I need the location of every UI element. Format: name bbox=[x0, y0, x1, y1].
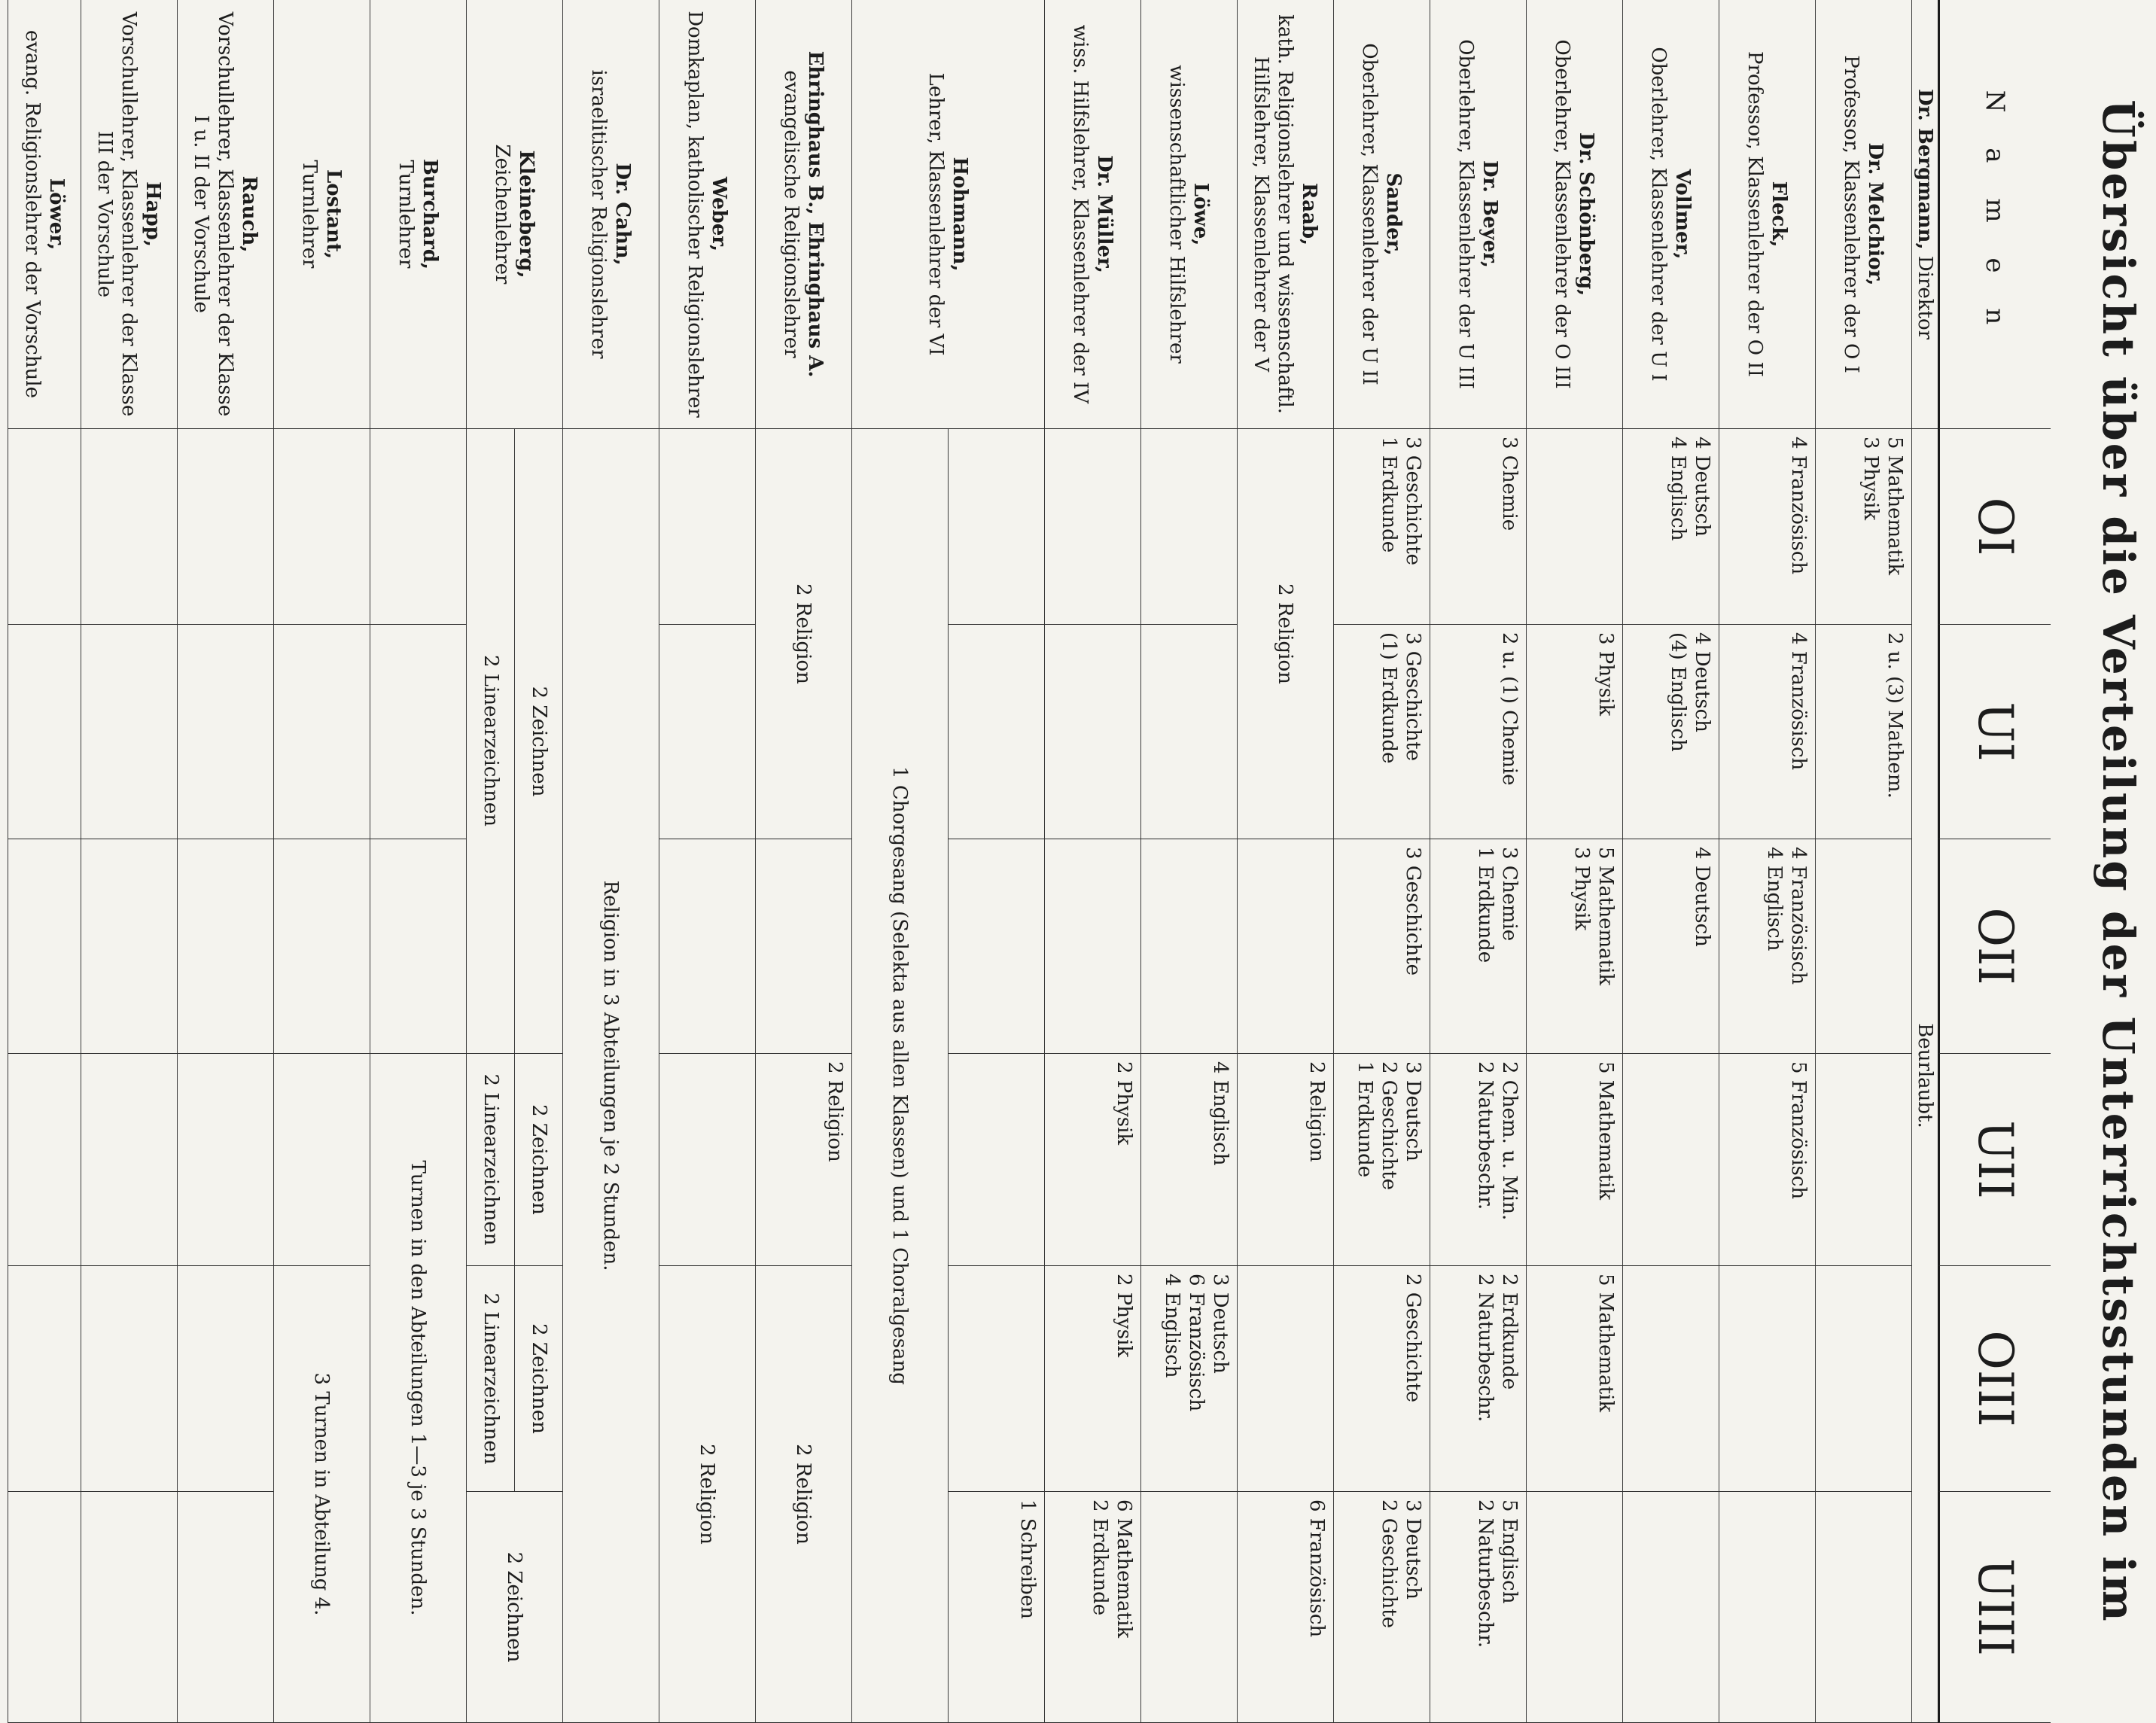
teacher-name: Dr. Schönberg, bbox=[1575, 132, 1598, 297]
teacher-name: Kleineberg, bbox=[515, 150, 538, 279]
empty-cell bbox=[1719, 1266, 1815, 1492]
empty-cell bbox=[273, 1054, 370, 1266]
empty-cell bbox=[1815, 1492, 1911, 1723]
empty-cell bbox=[81, 1492, 177, 1723]
teacher-name: Raab, bbox=[1298, 182, 1321, 246]
empty-cell bbox=[1044, 839, 1140, 1054]
teacher-name: Löwe, bbox=[1189, 182, 1213, 246]
teacher-desc: Direktor bbox=[1914, 255, 1936, 340]
lesson-cell: Religion in 3 Abteilungen je 2 Stunden. bbox=[562, 429, 659, 1723]
teacher-name: Sander, bbox=[1382, 172, 1405, 256]
lesson-cell: 2 Zeichnen bbox=[466, 1492, 562, 1723]
lesson-cell: 3 Physik bbox=[1526, 625, 1622, 839]
empty-cell bbox=[659, 839, 755, 1054]
lesson-cell: 2 Religion bbox=[755, 1266, 851, 1723]
teacher-name: Dr. Müller, bbox=[1093, 155, 1116, 273]
teacher-row bbox=[1622, 0, 1719, 429]
header-class-ui: UI bbox=[1938, 625, 2051, 839]
teacher-name: Hohmann, bbox=[949, 157, 972, 272]
teacher-row bbox=[1911, 0, 1938, 429]
teacher-name: Lostant, bbox=[322, 169, 346, 260]
empty-cell bbox=[370, 625, 466, 839]
empty-cell bbox=[1044, 429, 1140, 625]
lesson-cell: 2 Linearzeichnen bbox=[479, 1292, 502, 1465]
lesson-cell: 2 Religion bbox=[1237, 1054, 1333, 1266]
lesson-cell: 5 Mathematik bbox=[1526, 1266, 1622, 1492]
lesson-cell: 2 Zeichnen bbox=[515, 429, 563, 1054]
empty-cell bbox=[8, 1266, 81, 1492]
empty-cell bbox=[81, 625, 177, 839]
lesson-cell: 3 Geschichte bbox=[1333, 839, 1430, 1054]
teacher-row bbox=[1430, 0, 1526, 429]
lesson-cell: 1 Chorgesang (Selekta aus allen Klassen) und 1 Choralgesang bbox=[851, 429, 948, 1723]
empty-cell bbox=[1044, 625, 1140, 839]
lesson-cell: 2 Physik bbox=[1044, 1266, 1140, 1492]
lesson-cell: 3 Deutsch 2 Geschichte 1 Erdkunde bbox=[1333, 1054, 1430, 1266]
teacher-desc: evang. Religionslehrer der Vorschule bbox=[21, 29, 44, 399]
empty-cell bbox=[81, 429, 177, 625]
empty-cell bbox=[1140, 839, 1237, 1054]
teacher-desc: Oberlehrer, Klassenlehrer der U III bbox=[1454, 39, 1478, 389]
teacher-desc: Oberlehrer, Klassenlehrer der O III bbox=[1551, 39, 1574, 389]
empty-cell bbox=[1140, 625, 1237, 839]
teacher-row bbox=[659, 0, 755, 429]
document-title: Übersicht über die Verteilung der Unterrichtsstunden im bbox=[2093, 99, 2144, 1624]
empty-cell bbox=[177, 1492, 273, 1723]
teacher-row bbox=[562, 0, 659, 429]
lesson-cell: 5 Französisch bbox=[1719, 1054, 1815, 1266]
header-names: N a m e n bbox=[1938, 0, 2051, 429]
empty-cell bbox=[177, 625, 273, 839]
teacher-name: Dr. Cahn, bbox=[611, 163, 635, 266]
header-class-uiii: UIII bbox=[1938, 1492, 2051, 1723]
teacher-name: Vollmer, bbox=[1671, 169, 1695, 260]
teacher-name: Dr. Bergmann, bbox=[1914, 88, 1936, 250]
teacher-name: Happ, bbox=[142, 181, 165, 247]
lesson-cell: 2 Religion bbox=[659, 1266, 755, 1723]
teacher-desc: Oberlehrer, Klassenlehrer der U I bbox=[1647, 47, 1670, 382]
empty-cell bbox=[177, 1054, 273, 1266]
lesson-cell: 2 Religion bbox=[1237, 429, 1333, 839]
teacher-name: Fleck, bbox=[1768, 181, 1791, 248]
empty-cell bbox=[1815, 1054, 1911, 1266]
teacher-row bbox=[177, 0, 273, 429]
teacher-row bbox=[370, 0, 466, 429]
empty-cell bbox=[8, 839, 81, 1054]
empty-cell bbox=[8, 625, 81, 839]
lesson-cell: 2 Zeichnen bbox=[515, 1054, 563, 1265]
empty-cell bbox=[755, 839, 851, 1054]
empty-cell bbox=[8, 429, 81, 625]
teacher-row bbox=[1044, 0, 1140, 429]
teacher-row bbox=[81, 0, 177, 429]
lesson-cell: 2 Zeichnen bbox=[515, 1266, 563, 1491]
teacher-desc: israelitischer Religionslehrer bbox=[587, 69, 611, 359]
teacher-name: Burchard, bbox=[419, 158, 442, 270]
teacher-row bbox=[1719, 0, 1815, 429]
empty-cell bbox=[273, 429, 370, 625]
empty-cell bbox=[1719, 1492, 1815, 1723]
drawing-block bbox=[466, 429, 562, 1054]
lesson-cell: 4 Französisch bbox=[1719, 625, 1815, 839]
teacher-name: Dr. Beyer, bbox=[1478, 160, 1502, 268]
lesson-cell: 4 Deutsch bbox=[1622, 839, 1719, 1054]
lesson-cell: 2 Linearzeichnen bbox=[479, 1073, 502, 1246]
empty-cell bbox=[1622, 1054, 1719, 1266]
linear-drawing-subrow bbox=[467, 429, 515, 1054]
teacher-row bbox=[1333, 0, 1430, 429]
teacher-desc: Zeichenlehrer bbox=[491, 144, 514, 285]
lesson-cell: 4 Englisch bbox=[1140, 1054, 1237, 1266]
empty-cell bbox=[659, 1054, 755, 1266]
empty-cell bbox=[1622, 1492, 1719, 1723]
lesson-cell: 2 Religion bbox=[755, 1054, 851, 1266]
teacher-name: Rauch, bbox=[238, 175, 261, 253]
header-class-oiii: OIII bbox=[1938, 1266, 2051, 1492]
empty-cell bbox=[948, 429, 1044, 625]
lesson-cell: 3 Geschichte (1) Erdkunde bbox=[1333, 625, 1430, 839]
lesson-cell: 5 Mathematik 3 Physik bbox=[1526, 839, 1622, 1054]
lesson-cell: 4 Französisch bbox=[1719, 429, 1815, 625]
teacher-name: Weber, bbox=[708, 176, 731, 252]
teacher-desc: Vorschullehrer, Klassenlehrer der Klasse I u. II der Vorschule bbox=[190, 11, 237, 417]
lesson-cell: 3 Deutsch 2 Geschichte bbox=[1333, 1492, 1430, 1723]
empty-cell bbox=[177, 839, 273, 1054]
empty-cell bbox=[948, 839, 1044, 1054]
lesson-cell: 3 Deutsch 6 Französisch 4 Englisch bbox=[1140, 1266, 1237, 1492]
teacher-row bbox=[851, 0, 1044, 429]
teacher-desc: Professor, Klassenlehrer der O I bbox=[1840, 55, 1863, 373]
empty-cell bbox=[273, 839, 370, 1054]
header-class-oii: OII bbox=[1938, 839, 2051, 1054]
teacher-desc: Oberlehrer, Klassenlehrer der U II bbox=[1358, 43, 1381, 385]
lesson-cell: 2 Erdkunde 2 Naturbeschr. bbox=[1430, 1266, 1526, 1492]
drawing-block bbox=[466, 1054, 562, 1266]
lesson-cell: 5 Mathematik bbox=[1526, 1054, 1622, 1266]
header-class-oi: OI bbox=[1938, 429, 2051, 625]
lesson-cell: 6 Mathematik 2 Erdkunde bbox=[1044, 1492, 1140, 1723]
lesson-cell: 2 Linearzeichnen bbox=[479, 655, 502, 827]
teacher-desc: evangelische Religionslehrer bbox=[780, 70, 803, 358]
empty-cell bbox=[948, 1266, 1044, 1492]
lesson-cell: 3 Chemie bbox=[1430, 429, 1526, 625]
empty-cell bbox=[1815, 1266, 1911, 1492]
lesson-cell: 4 Deutsch (4) Englisch bbox=[1622, 625, 1719, 839]
empty-cell bbox=[8, 1054, 81, 1266]
lesson-cell: 4 Deutsch 4 Englisch bbox=[1622, 429, 1719, 625]
empty-cell bbox=[370, 839, 466, 1054]
lesson-cell: 3 Chemie 1 Erdkunde bbox=[1430, 839, 1526, 1054]
header-class-uii: UII bbox=[1938, 1054, 2051, 1266]
teacher-desc: wiss. Hilfslehrer, Klassenlehrer der IV bbox=[1069, 24, 1092, 404]
teacher-row bbox=[1140, 0, 1237, 429]
lesson-cell: 5 Mathematik 3 Physik bbox=[1815, 429, 1911, 625]
lesson-cell: Turnen in den Abteilungen 1—3 je 3 Stunden. bbox=[370, 1054, 466, 1723]
empty-cell bbox=[8, 1492, 81, 1723]
empty-cell bbox=[948, 1054, 1044, 1266]
teacher-name: Löwer, bbox=[45, 178, 68, 251]
teacher-desc: Turnlehrer bbox=[394, 160, 418, 269]
empty-cell bbox=[1815, 839, 1911, 1054]
lesson-cell: 2 Chem. u. Min. 2 Naturbeschr. bbox=[1430, 1054, 1526, 1266]
empty-cell bbox=[948, 625, 1044, 839]
teacher-row bbox=[8, 0, 81, 429]
lesson-cell: 2 u. (3) Mathem. bbox=[1815, 625, 1911, 839]
lesson-cell: 2 u. (1) Chemie bbox=[1430, 625, 1526, 839]
lesson-cell: 2 Religion bbox=[755, 429, 851, 839]
empty-cell bbox=[659, 429, 755, 625]
empty-cell bbox=[81, 1054, 177, 1266]
lesson-cell: 4 Französisch 4 Englisch bbox=[1719, 839, 1815, 1054]
on-leave-banner: Beurlaubt. bbox=[1911, 429, 1938, 1723]
teacher-desc: Professor, Klassenlehrer der O II bbox=[1743, 51, 1767, 377]
empty-cell bbox=[1526, 429, 1622, 625]
empty-cell bbox=[659, 625, 755, 839]
lesson-cell: 2 Geschichte bbox=[1333, 1266, 1430, 1492]
teacher-desc: Turnlehrer bbox=[298, 160, 321, 269]
empty-cell bbox=[1140, 1492, 1237, 1723]
empty-cell bbox=[467, 429, 515, 625]
empty-cell bbox=[1237, 839, 1333, 1054]
teacher-desc: Lehrer, Klassenlehrer der VI bbox=[924, 72, 948, 356]
teacher-name: Dr. Melchior, bbox=[1864, 142, 1887, 286]
teacher-row bbox=[1815, 0, 1911, 429]
teacher-row bbox=[1526, 0, 1622, 429]
empty-cell bbox=[370, 429, 466, 625]
teacher-desc: Domkaplan, katholischer Religionslehrer bbox=[684, 11, 707, 418]
teacher-row bbox=[755, 0, 851, 429]
empty-cell bbox=[1526, 1492, 1622, 1723]
teacher-desc: Vorschullehrer, Klassenlehrer der Klasse III der Vorschule bbox=[93, 11, 141, 417]
lesson-cell: 5 Englisch 2 Naturbeschr. bbox=[1430, 1492, 1526, 1723]
lesson-cell: 2 Physik bbox=[1044, 1054, 1140, 1266]
empty-cell bbox=[1140, 429, 1237, 625]
empty-cell bbox=[81, 1266, 177, 1492]
empty-cell bbox=[177, 1266, 273, 1492]
teacher-desc: wissenschaftlicher Hilfslehrer bbox=[1165, 65, 1189, 364]
teacher-row bbox=[466, 0, 562, 429]
empty-cell bbox=[1237, 1266, 1333, 1492]
empty-cell bbox=[177, 429, 273, 625]
empty-cell bbox=[81, 839, 177, 1054]
teacher-row bbox=[273, 0, 370, 429]
lesson-cell: 1 Schreiben bbox=[948, 1492, 1044, 1723]
lesson-cell: 6 Französisch bbox=[1237, 1492, 1333, 1723]
empty-cell bbox=[273, 625, 370, 839]
empty-cell bbox=[1622, 1266, 1719, 1492]
teacher-desc: kath. Religionslehrer und wissenschaftl. Hilfslehrer, Klassenlehrer der V bbox=[1250, 14, 1297, 414]
teacher-row bbox=[1237, 0, 1333, 429]
teacher-name: Ehringhaus B., Ehringhaus A. bbox=[804, 50, 827, 378]
drawing-block bbox=[466, 1266, 562, 1492]
lesson-cell: 3 Geschichte 1 Erdkunde bbox=[1333, 429, 1430, 625]
lesson-cell: 3 Turnen in Abteilung 4. bbox=[273, 1266, 370, 1723]
